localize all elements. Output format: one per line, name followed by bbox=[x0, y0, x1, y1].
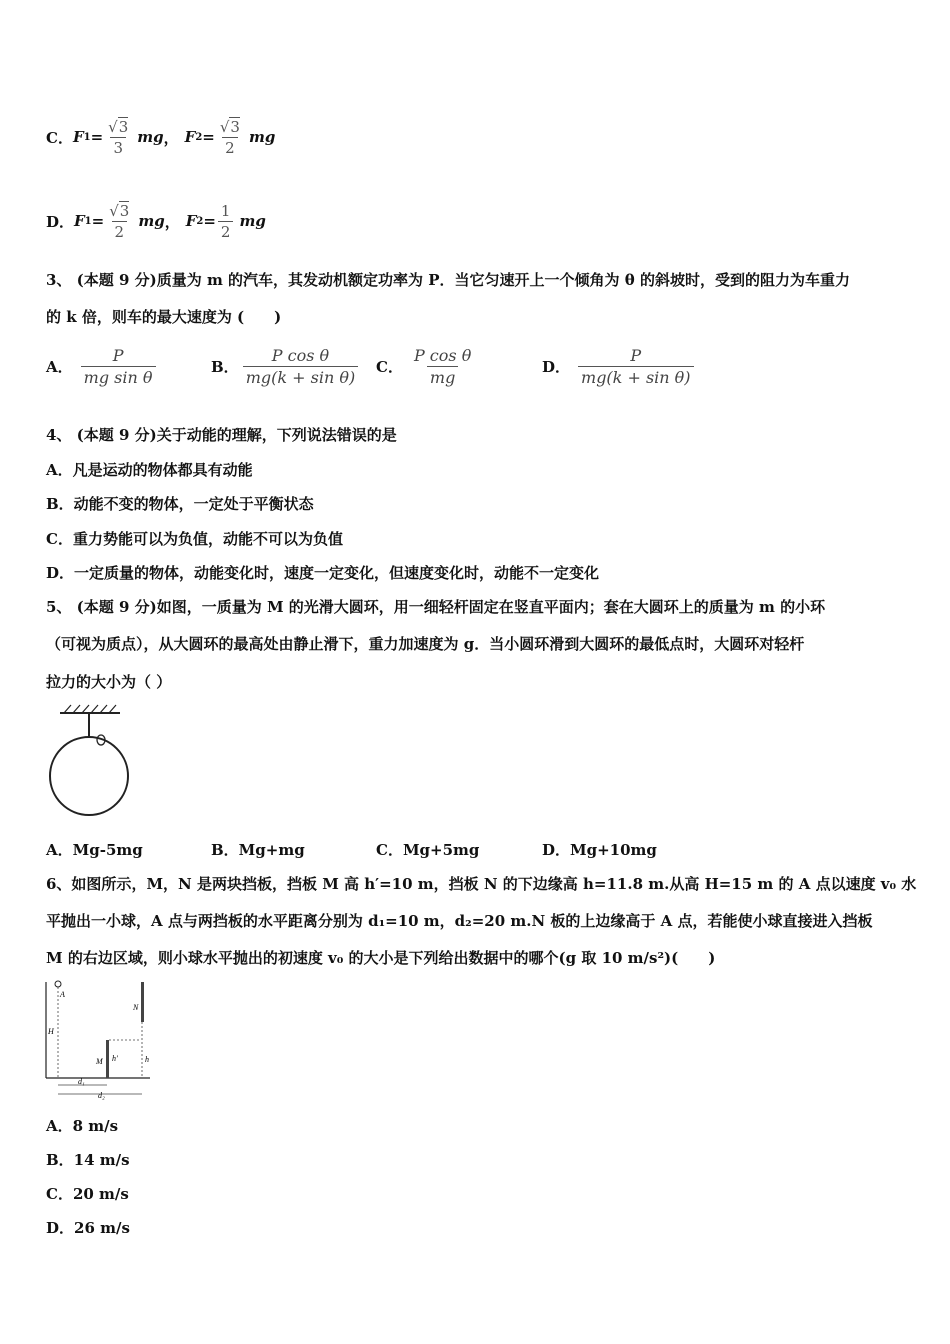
q5-stem-line1: 5、 (本题 9 分)如图，一质量为 M 的光滑大圆环，用一细轻杆固定在竖直平面内；套在大圆环上的质量为 m 的小环 bbox=[46, 598, 826, 616]
q6-option-a: A．8 m/s bbox=[46, 1117, 119, 1135]
barrier-m-label: M bbox=[96, 1057, 103, 1066]
fraction: $\frac{√3}{2}$ bbox=[109, 201, 130, 241]
q3-stem-line2: 的 k 倍，则车的最大速度为 ( ) bbox=[46, 308, 282, 326]
fraction: $\frac{\text{P cos θ}}{mg}$ bbox=[413, 345, 472, 387]
q6-option-c: C．20 m/s bbox=[46, 1185, 129, 1203]
q3-option-d: D． $\frac{P}{\text{mg(k + sin θ)}}$ bbox=[542, 340, 696, 392]
projectile-barrier-figure bbox=[40, 978, 160, 1100]
q5-option-c: C．Mg+5mg bbox=[376, 841, 480, 859]
q5-option-b: B．Mg+mg bbox=[211, 841, 305, 859]
q5-stem-line2: （可视为质点），从大圆环的最高处由静止滑下，重力加速度为 g．当小圆环滑到大圆环的最低点时，大圆环对轻杆 bbox=[46, 635, 805, 653]
distance-d1-label: d₁ bbox=[78, 1077, 85, 1086]
option-label: D． bbox=[46, 212, 75, 231]
fraction: $\frac{1}{2}$ bbox=[218, 202, 234, 241]
q4-stem: 4、 (本题 9 分)关于动能的理解，下列说法错误的是 bbox=[46, 426, 397, 444]
q3-stem-line1: 3、 (本题 9 分)质量为 m 的汽车，其发动机额定功率为 P．当它匀速开上一个倾角为 θ 的斜坡时，受到的阻力为车重力 bbox=[46, 271, 851, 289]
q3-option-c: C． $\frac{\text{P cos θ}}{mg}$ bbox=[376, 340, 476, 392]
q6-stem-line1: 6、如图所示，M，N 是两块挡板，挡板 M 高 h′=10 m，挡板 N 的下边缘高 h=11.8 m.从高 H=15 m 的 A 点以速度 v₀ 水 bbox=[46, 875, 917, 893]
fraction: $\frac{√3}{2}$ bbox=[219, 117, 240, 157]
ring-on-rod-figure bbox=[44, 704, 134, 820]
q3-option-b: B． $\frac{\text{P cos θ}}{\text{mg(k + sin θ)}}$ bbox=[211, 340, 360, 392]
height-h-small-label: h bbox=[145, 1055, 149, 1064]
height-h-label: H bbox=[48, 1027, 54, 1036]
q3-option-a: A． $\frac{P}{\text{mg sin θ}}$ bbox=[46, 340, 158, 392]
q5-stem-line3: 拉力的大小为（ ） bbox=[46, 673, 172, 691]
fraction: $\frac{\text{P cos θ}}{\text{mg(k + sin θ)}}$ bbox=[243, 346, 359, 387]
q2-option-d: D． F 1 = $\frac{√3}{2}$ mg ， F 2 = $\frac{1}{2}$ mg bbox=[46, 201, 266, 241]
option-label: C． bbox=[46, 128, 73, 147]
q5-option-d: D．Mg+10mg bbox=[542, 841, 657, 859]
height-hp-label: h′ bbox=[112, 1054, 118, 1063]
q4-option-d: D．一定质量的物体，动能变化时，速度一定变化，但速度变化时，动能不一定变化 bbox=[46, 564, 600, 582]
distance-d2-label: d₂ bbox=[98, 1091, 105, 1100]
q6-stem-line3: M 的右边区域，则小球水平抛出的初速度 v₀ 的大小是下列给出数据中的哪个(g 取 10 m/s²)( ) bbox=[46, 949, 716, 967]
q6-option-d: D．26 m/s bbox=[46, 1219, 130, 1237]
fraction: $\frac{√3}{3}$ bbox=[108, 117, 129, 157]
q2-option-c: C． F 1 = $\frac{√3}{3}$ mg ， F 2 = $\frac{√3}{2}$ mg bbox=[46, 117, 276, 157]
q4-option-c: C．重力势能可以为负值，动能不可以为负值 bbox=[46, 530, 343, 548]
q4-option-a: A．凡是运动的物体都具有动能 bbox=[46, 461, 253, 479]
q6-stem-line2: 平抛出一小球，A 点与两挡板的水平距离分别为 d₁=10 m，d₂=20 m.N 板的上边缘高于 A 点，若能使小球直接进入挡板 bbox=[46, 912, 873, 930]
q5-option-a: A．Mg-5mg bbox=[46, 841, 143, 859]
q4-option-b: B．动能不变的物体，一定处于平衡状态 bbox=[46, 495, 314, 513]
q6-option-b: B．14 m/s bbox=[46, 1151, 130, 1169]
fraction: $\frac{P}{\text{mg(k + sin θ)}}$ bbox=[578, 346, 694, 387]
fraction: $\frac{P}{\text{mg sin θ}}$ bbox=[81, 346, 156, 387]
point-a-label: A bbox=[60, 990, 65, 999]
barrier-n-label: N bbox=[133, 1003, 139, 1012]
